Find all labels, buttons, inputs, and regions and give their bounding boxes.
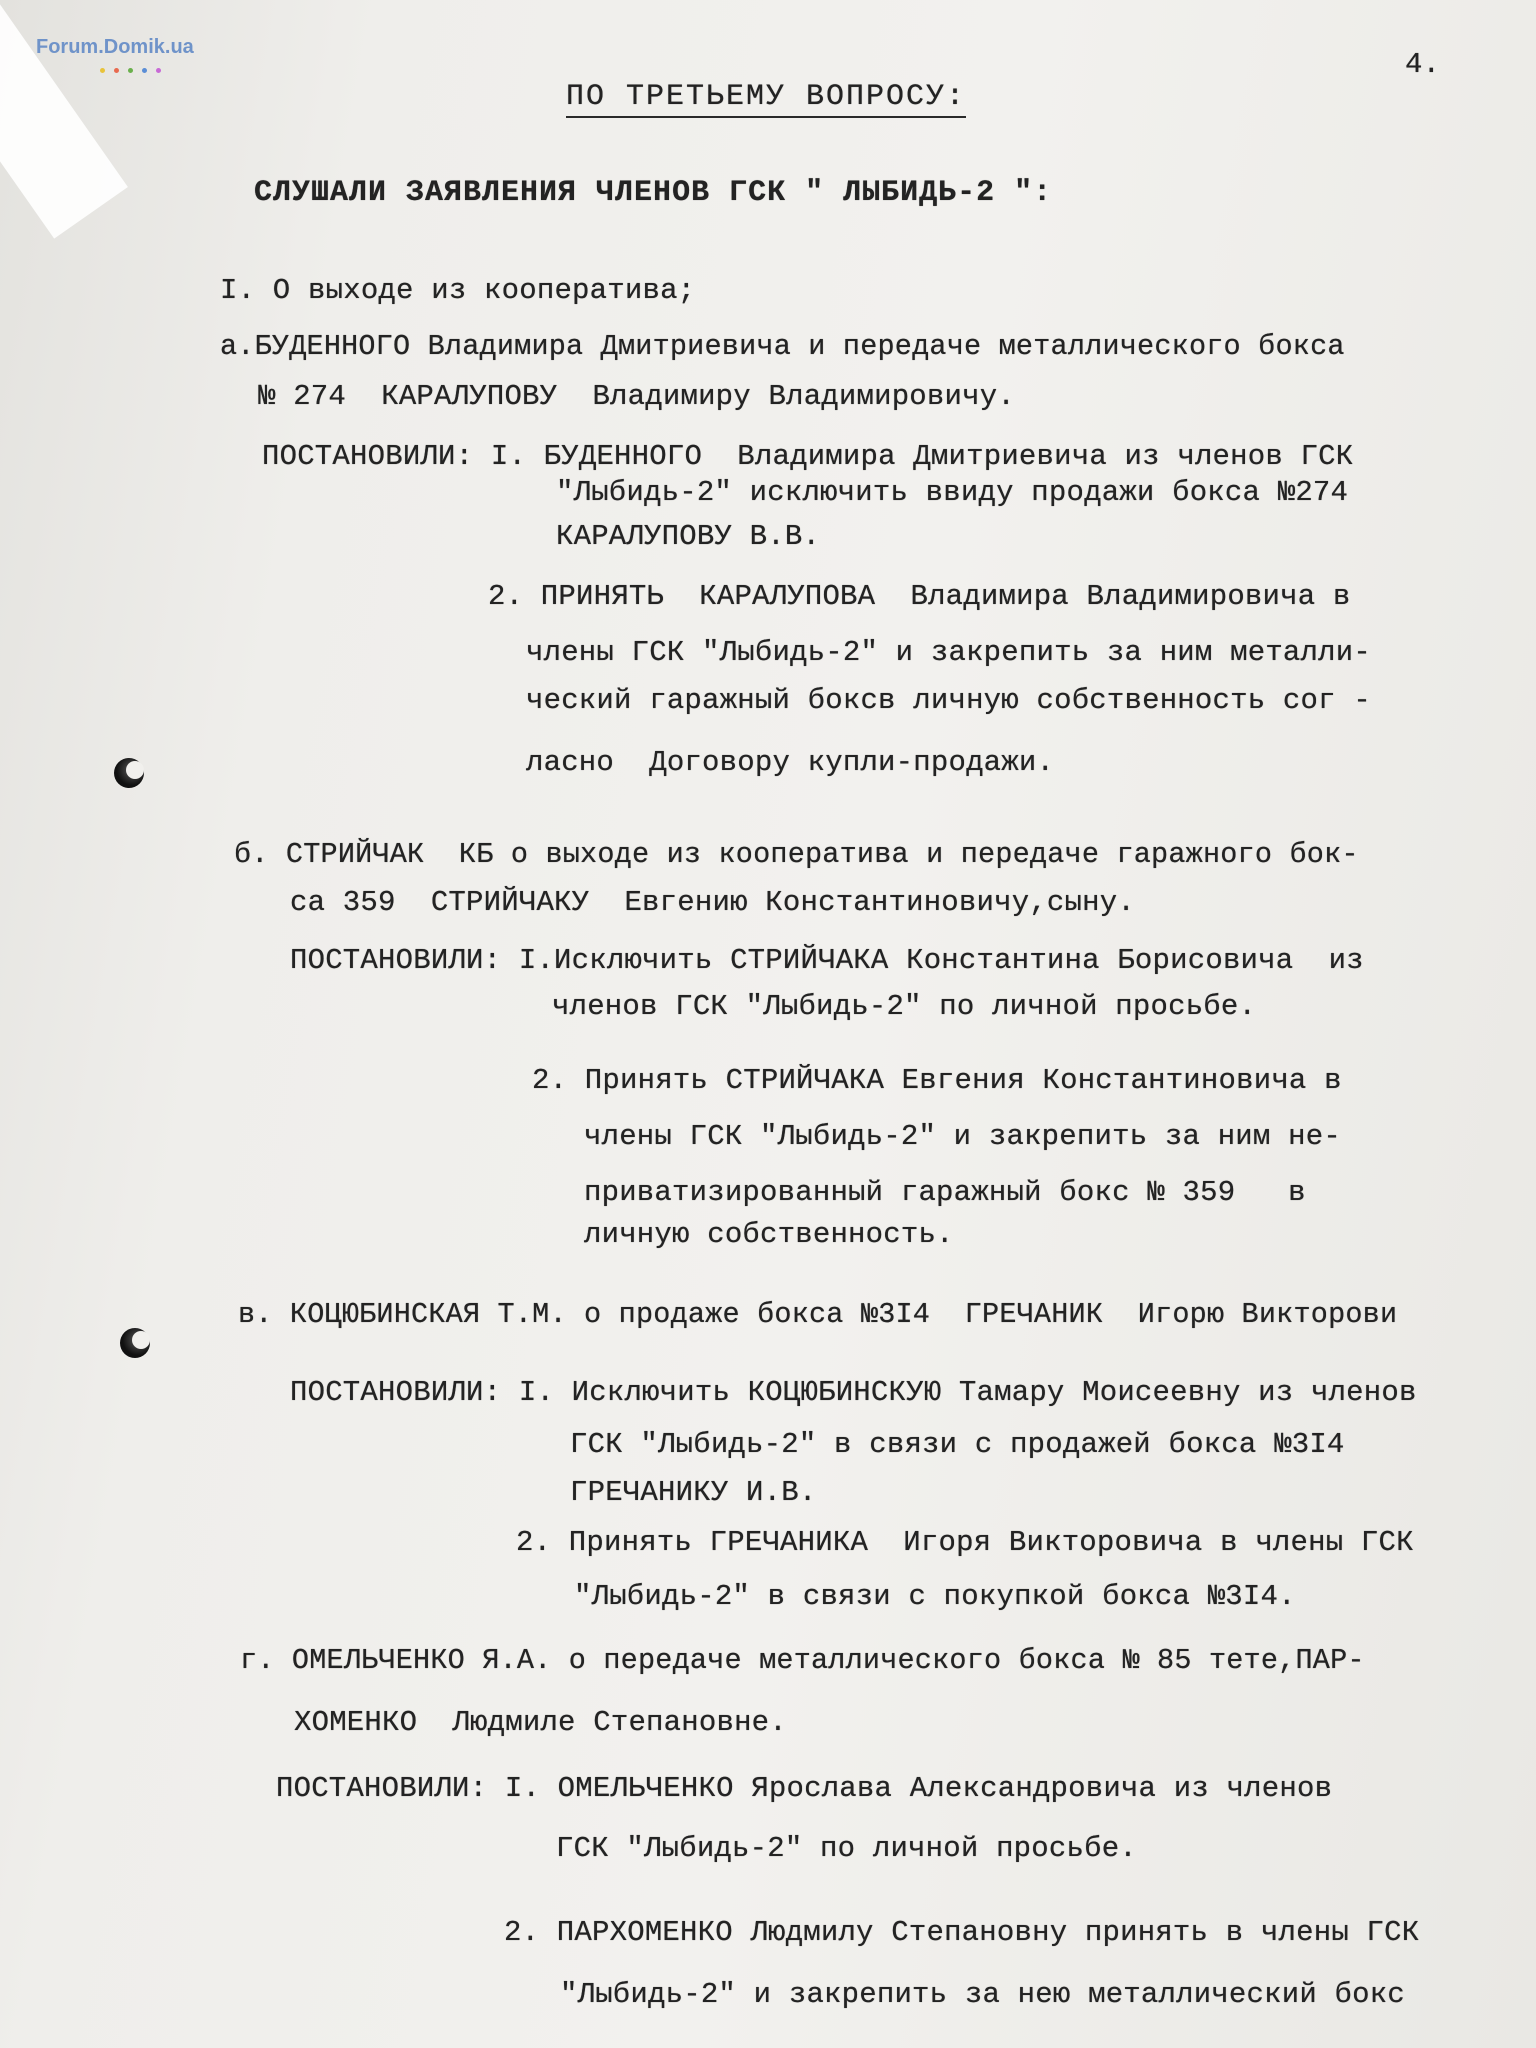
text-line: б. СТРИЙЧАК КБ о выходе из кооператива и передаче гаражного бок- [234, 838, 1359, 871]
text-line: членов ГСК "Лыбидь-2" по личной просьбе. [552, 990, 1257, 1023]
punch-hole [114, 758, 144, 788]
text-line: а.БУДЕННОГО Владимира Дмитриевича и передаче металлического бокса [220, 330, 1345, 363]
text-line: ПОСТАНОВИЛИ: I. Исключить КОЦЮБИНСКУЮ Тамару Моисеевну из членов [290, 1376, 1417, 1409]
text-line: г. ОМЕЛЬЧЕНКО Я.А. о передаче металлического бокса № 85 тете,ПАР- [240, 1644, 1365, 1677]
text-line: личную собственность. [584, 1218, 954, 1251]
text-line: "Лыбидь-2" в связи с покупкой бокса №3I4. [574, 1580, 1296, 1613]
text-line: ГСК "Лыбидь-2" в связи с продажей бокса №3I4 [570, 1428, 1345, 1461]
text-line: ГРЕЧАНИКУ И.В. [570, 1476, 817, 1509]
text-line: ГСК "Лыбидь-2" по личной просьбе. [556, 1832, 1137, 1865]
watermark: Forum.Domik.ua [36, 36, 194, 58]
text-line: ХОМЕНКО Людмиле Степановне. [294, 1706, 787, 1739]
text-line: ПОСТАНОВИЛИ: I. БУДЕННОГО Владимира Дмитриевича из членов ГСК [262, 440, 1354, 473]
text-line: 2. Принять СТРИЙЧАКА Евгения Константиновича в [532, 1064, 1342, 1097]
text-line: 2. ПАРХОМЕНКО Людмилу Степановну принять в члены ГСК [504, 1916, 1420, 1949]
section-heading: ПО ТРЕТЬЕМУ ВОПРОСУ: [566, 80, 966, 118]
text-line: № 274 КАРАЛУПОВУ Владимиру Владимировичу. [258, 380, 1015, 413]
text-line: I. О выходе из кооператива; [220, 274, 696, 307]
text-line: ласно Договору купли-продажи. [526, 746, 1055, 779]
watermark-dot [156, 68, 161, 73]
text-line: члены ГСК "Лыбидь-2" и закрепить за ним металли- [526, 636, 1371, 669]
text-line: в. КОЦЮБИНСКАЯ Т.М. о продаже бокса №3I4 ГРЕЧАНИК Игорю Викторови [238, 1298, 1398, 1331]
text-line: ПОСТАНОВИЛИ: I.Исключить СТРИЙЧАКА Константина Борисовича из [290, 944, 1364, 977]
text-line: КАРАЛУПОВУ В.В. [556, 520, 821, 553]
watermark-dot [142, 68, 147, 73]
text-line: 2. ПРИНЯТЬ КАРАЛУПОВА Владимира Владимировича в [488, 580, 1351, 613]
text-line: "Лыбидь-2" и закрепить за нею металлический бокс [560, 1978, 1405, 2011]
text-line: 2. Принять ГРЕЧАНИКА Игоря Викторовича в члены ГСК [516, 1526, 1414, 1559]
text-line: са 359 СТРИЙЧАКУ Евгению Константиновичу,сыну. [290, 886, 1135, 919]
text-line: "Лыбидь-2" исключить ввиду продажи бокса №274 [556, 476, 1349, 509]
watermark-dot [100, 68, 105, 73]
page-number: 4. [1405, 48, 1441, 81]
text-line: ПОСТАНОВИЛИ: I. ОМЕЛЬЧЕНКО Ярослава Александровича из членов [276, 1772, 1333, 1805]
watermark-dots [100, 60, 170, 78]
watermark-dot [128, 68, 133, 73]
text-line: ческий гаражный боксв личную собственность сог - [526, 684, 1371, 717]
punch-hole [120, 1328, 150, 1358]
intro-line: СЛУШАЛИ ЗАЯВЛЕНИЯ ЧЛЕНОВ ГСК " ЛЫБИДЬ-2 ": [254, 176, 1053, 210]
watermark-dot [114, 68, 119, 73]
text-line: члены ГСК "Лыбидь-2" и закрепить за ним не- [584, 1120, 1341, 1153]
text-line: приватизированный гаражный бокс № 359 в [584, 1176, 1306, 1209]
